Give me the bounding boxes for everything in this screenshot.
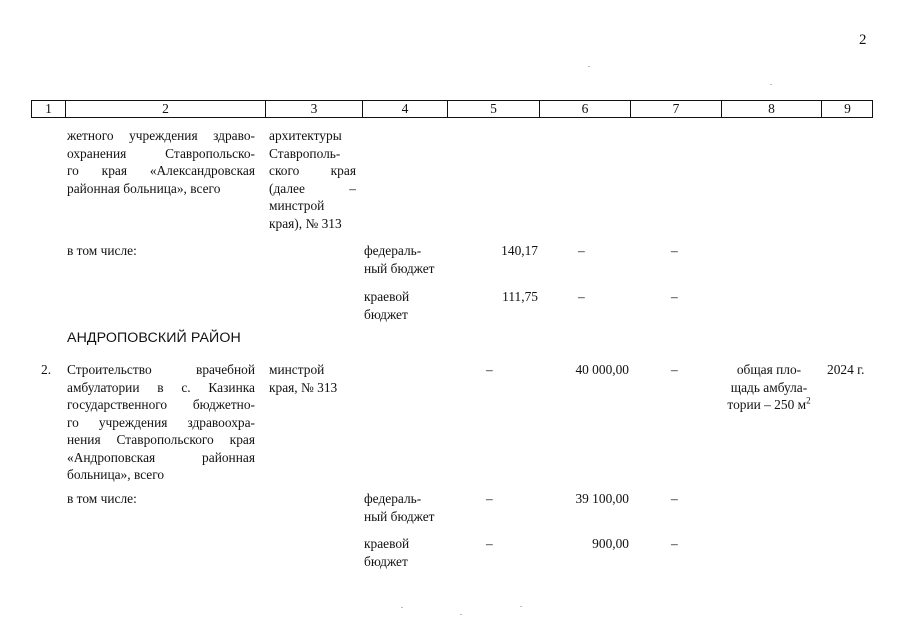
header-cell-7: 7 <box>630 101 721 117</box>
federal-value-col7: – <box>671 491 678 506</box>
including-label: в том числе: <box>67 491 137 506</box>
header-cell-3: 3 <box>265 101 362 117</box>
federal-value-col6: – <box>578 243 585 258</box>
scan-speck <box>770 84 772 85</box>
regional-value-col6: – <box>578 289 585 304</box>
result-cell: общая пло- щадь амбула- тории – 250 $м^2$ <box>727 362 811 412</box>
header-cell-4: 4 <box>362 101 447 117</box>
page-number: 2 <box>859 32 867 48</box>
scan-speck <box>401 607 403 608</box>
section-title: АНДРОПОВСКИЙ РАЙОН <box>67 330 241 346</box>
value-col5: – <box>486 362 493 377</box>
name-line: Строительство врачебной <box>67 362 255 377</box>
federal-budget-label: федераль- ный бюджет <box>364 243 435 276</box>
name-line: го учреждения здравоохра- <box>67 414 255 430</box>
customer-line: минстрой <box>269 198 325 213</box>
name-line: нения Ставропольского края <box>67 432 255 447</box>
customer-line: Ставрополь- <box>269 145 341 161</box>
continued-name-cell <box>67 127 255 197</box>
regional-value-col7: – <box>671 536 678 551</box>
name-line: государственного бюджетно- <box>67 397 255 412</box>
customer-line: края), № 313 <box>269 215 342 231</box>
name-line: амбулатории в с. Казинка <box>67 379 255 395</box>
federal-value-col5: – <box>486 491 493 506</box>
value-col7: – <box>671 362 678 377</box>
regional-value-col5: – <box>486 536 493 551</box>
federal-value-col5: 140,17 <box>501 243 538 258</box>
regional-value-col6: 900,00 <box>592 536 629 551</box>
name-line: жетного учреждения здраво- <box>67 128 255 143</box>
continued-customer-cell <box>269 127 356 232</box>
federal-budget-label: федераль- ный бюджет <box>364 491 435 524</box>
header-cell-2: 2 <box>65 101 265 117</box>
name-line: го края «Александровская <box>67 163 255 178</box>
scan-speck <box>588 66 590 67</box>
name-line: районная больница», всего <box>67 180 221 196</box>
regional-budget-label: краевой бюджет <box>364 289 410 322</box>
header-cell-8: 8 <box>721 101 821 117</box>
row-number: 2. <box>41 362 52 377</box>
customer-line: архитектуры <box>269 128 342 143</box>
regional-budget-label: краевой бюджет <box>364 536 410 569</box>
customer-line: (далее – <box>269 180 356 196</box>
table-header-row <box>31 100 873 118</box>
year-cell: 2024 г. <box>827 362 865 377</box>
name-line: охранения Ставропольско- <box>67 145 255 161</box>
scan-speck <box>520 606 522 607</box>
header-cell-5: 5 <box>447 101 539 117</box>
name-line: «Андроповская районная <box>67 449 255 465</box>
header-cell-9: 9 <box>821 101 873 117</box>
name-line: больница», всего <box>67 467 165 482</box>
including-label: в том числе: <box>67 243 137 258</box>
customer-cell: минстрой края, № 313 <box>269 362 338 395</box>
object-name-cell <box>67 361 255 484</box>
federal-value-col7: – <box>671 243 678 258</box>
regional-value-col5: 111,75 <box>502 289 538 304</box>
scan-speck <box>460 614 462 615</box>
value-col6: 40 000,00 <box>575 362 629 377</box>
federal-value-col6: 39 100,00 <box>575 491 629 506</box>
header-cell-1: 1 <box>45 101 52 116</box>
superscript: 2 <box>806 395 811 406</box>
customer-line: ского края <box>269 163 356 178</box>
regional-value-col7: – <box>671 289 678 304</box>
header-cell-6: 6 <box>539 101 630 117</box>
